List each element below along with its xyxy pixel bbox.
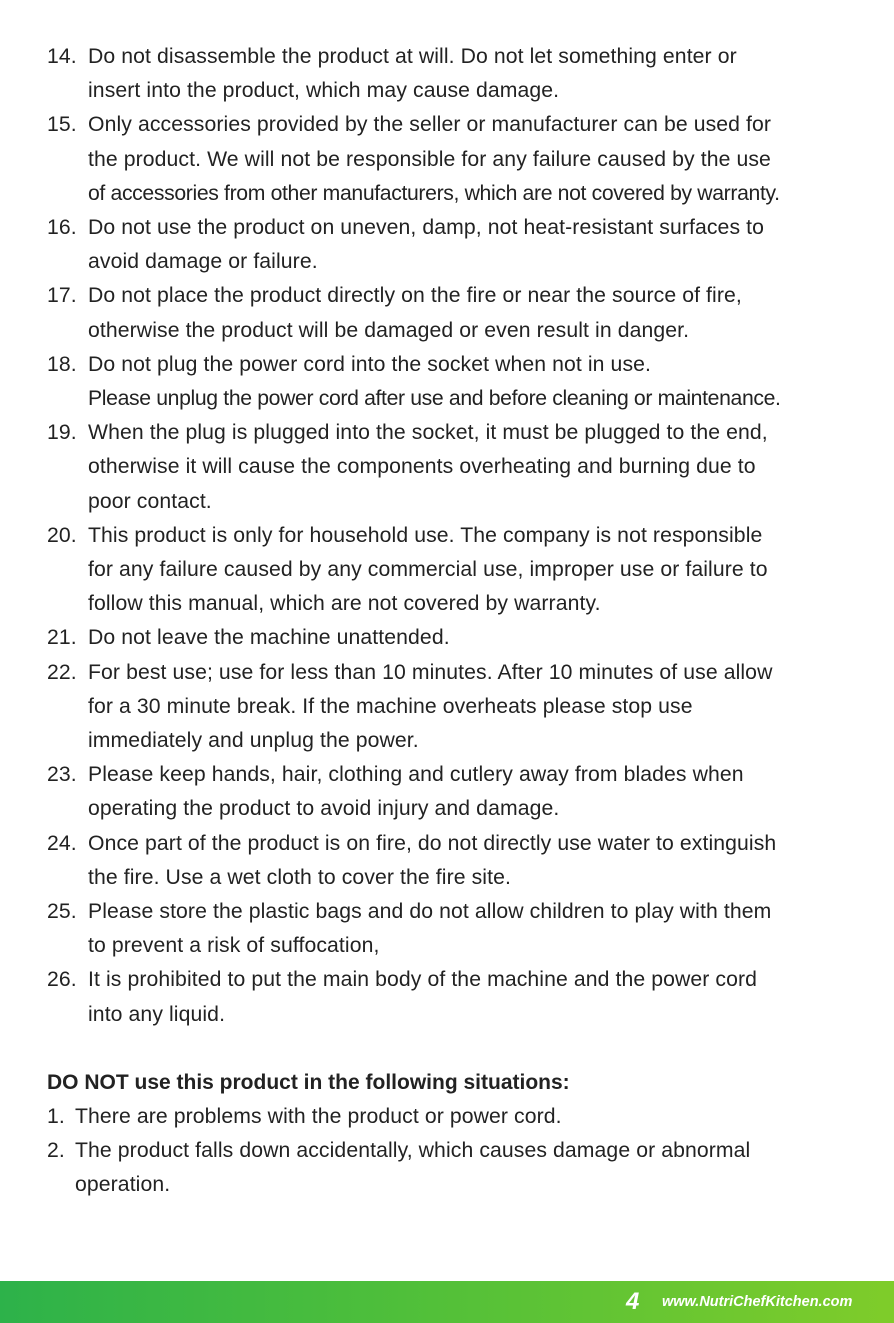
item-text-line: follow this manual, which are not covered by warranty. [88, 592, 601, 616]
list-item [47, 963, 867, 1031]
item-text-line: It is prohibited to put the main body of the machine and the power cord [88, 968, 758, 992]
item-text-line: operating the product to avoid injury and damage. [88, 797, 560, 821]
item-number: 18. [47, 352, 77, 376]
situations-heading: DO NOT use this product in the following situations: [47, 1070, 570, 1094]
manual-content [47, 40, 867, 1203]
item-text-line: The product falls down accidentally, which causes damage or abnormal [75, 1139, 751, 1163]
list-item [47, 279, 867, 347]
item-number: 2. [47, 1139, 65, 1163]
item-number: 22. [47, 660, 77, 684]
list-item [47, 656, 867, 759]
footer-bar [0, 1281, 894, 1323]
item-text-line: to prevent a risk of suffocation, [88, 934, 380, 958]
safety-instructions-list [47, 40, 867, 1032]
item-text-line: This product is only for household use. The company is not responsible [88, 523, 763, 547]
item-text-line: For best use; use for less than 10 minutes. After 10 minutes of use allow [88, 660, 773, 684]
item-text-line: immediately and unplug the power. [88, 729, 419, 753]
item-text-line: insert into the product, which may cause damage. [88, 79, 560, 103]
item-number: 23. [47, 763, 77, 787]
item-text-line: otherwise the product will be damaged or even result in danger. [88, 318, 690, 342]
list-item [47, 895, 867, 963]
item-text-line: Please keep hands, hair, clothing and cutlery away from blades when [88, 763, 744, 787]
list-item [47, 348, 867, 416]
list-item [47, 827, 867, 895]
item-number: 21. [47, 626, 77, 650]
item-text-line: poor contact. [88, 489, 212, 513]
list-item [47, 40, 867, 108]
item-text-line: for any failure caused by any commercial use, improper use or failure to [88, 558, 768, 582]
item-number: 1. [47, 1104, 65, 1128]
website-link[interactable]: www.NutriChefKitchen.com [662, 1294, 853, 1310]
item-number: 24. [47, 831, 77, 855]
situations-list [47, 1100, 867, 1203]
item-text-line: Once part of the product is on fire, do not directly use water to extinguish [88, 831, 777, 855]
item-text-line: of accessories from other manufacturers, which are not covered by warranty. [88, 181, 780, 205]
list-item [47, 1134, 867, 1202]
item-text-line: otherwise it will cause the components overheating and burning due to [88, 455, 756, 479]
item-number: 14. [47, 45, 77, 68]
list-item [47, 108, 867, 211]
item-text-line: the fire. Use a wet cloth to cover the fire site. [88, 865, 511, 889]
item-text-line: Do not disassemble the product at will. Do not let something enter or [88, 45, 737, 68]
item-number: 19. [47, 421, 77, 445]
item-text-line: into any liquid. [88, 1002, 226, 1026]
item-text-line: Do not leave the machine unattended. [88, 626, 450, 650]
item-text-line: When the plug is plugged into the socket, it must be plugged to the end, [88, 421, 768, 445]
list-item [47, 758, 867, 826]
item-text-line: for a 30 minute break. If the machine overheats please stop use [88, 694, 693, 718]
item-number: 15. [47, 113, 77, 137]
list-item [47, 1100, 867, 1134]
list-item [47, 621, 867, 655]
item-number: 25. [47, 900, 77, 924]
item-number: 20. [47, 523, 77, 547]
item-number: 16. [47, 216, 77, 240]
item-number: 26. [47, 968, 77, 992]
item-text-line: Please unplug the power cord after use and before cleaning or maintenance. [88, 387, 781, 411]
item-text-line: Only accessories provided by the seller or manufacturer can be used for [88, 113, 772, 137]
item-text-line: avoid damage or failure. [88, 250, 318, 274]
list-item [47, 519, 867, 622]
item-text-line: Please store the plastic bags and do not allow children to play with them [88, 900, 772, 924]
item-text-line: Do not plug the power cord into the socket when not in use. [88, 352, 652, 376]
list-item [47, 211, 867, 279]
page-number: 4 [626, 1288, 640, 1315]
item-text-line: There are problems with the product or power cord. [75, 1104, 562, 1128]
item-text-line: operation. [75, 1173, 171, 1197]
item-number: 17. [47, 284, 77, 308]
item-text-line: Do not place the product directly on the fire or near the source of fire, [88, 284, 742, 308]
item-text-line: the product. We will not be responsible for any failure caused by the use [88, 147, 771, 171]
item-text-line: Do not use the product on uneven, damp, not heat-resistant surfaces to [88, 216, 764, 240]
list-item [47, 416, 867, 519]
